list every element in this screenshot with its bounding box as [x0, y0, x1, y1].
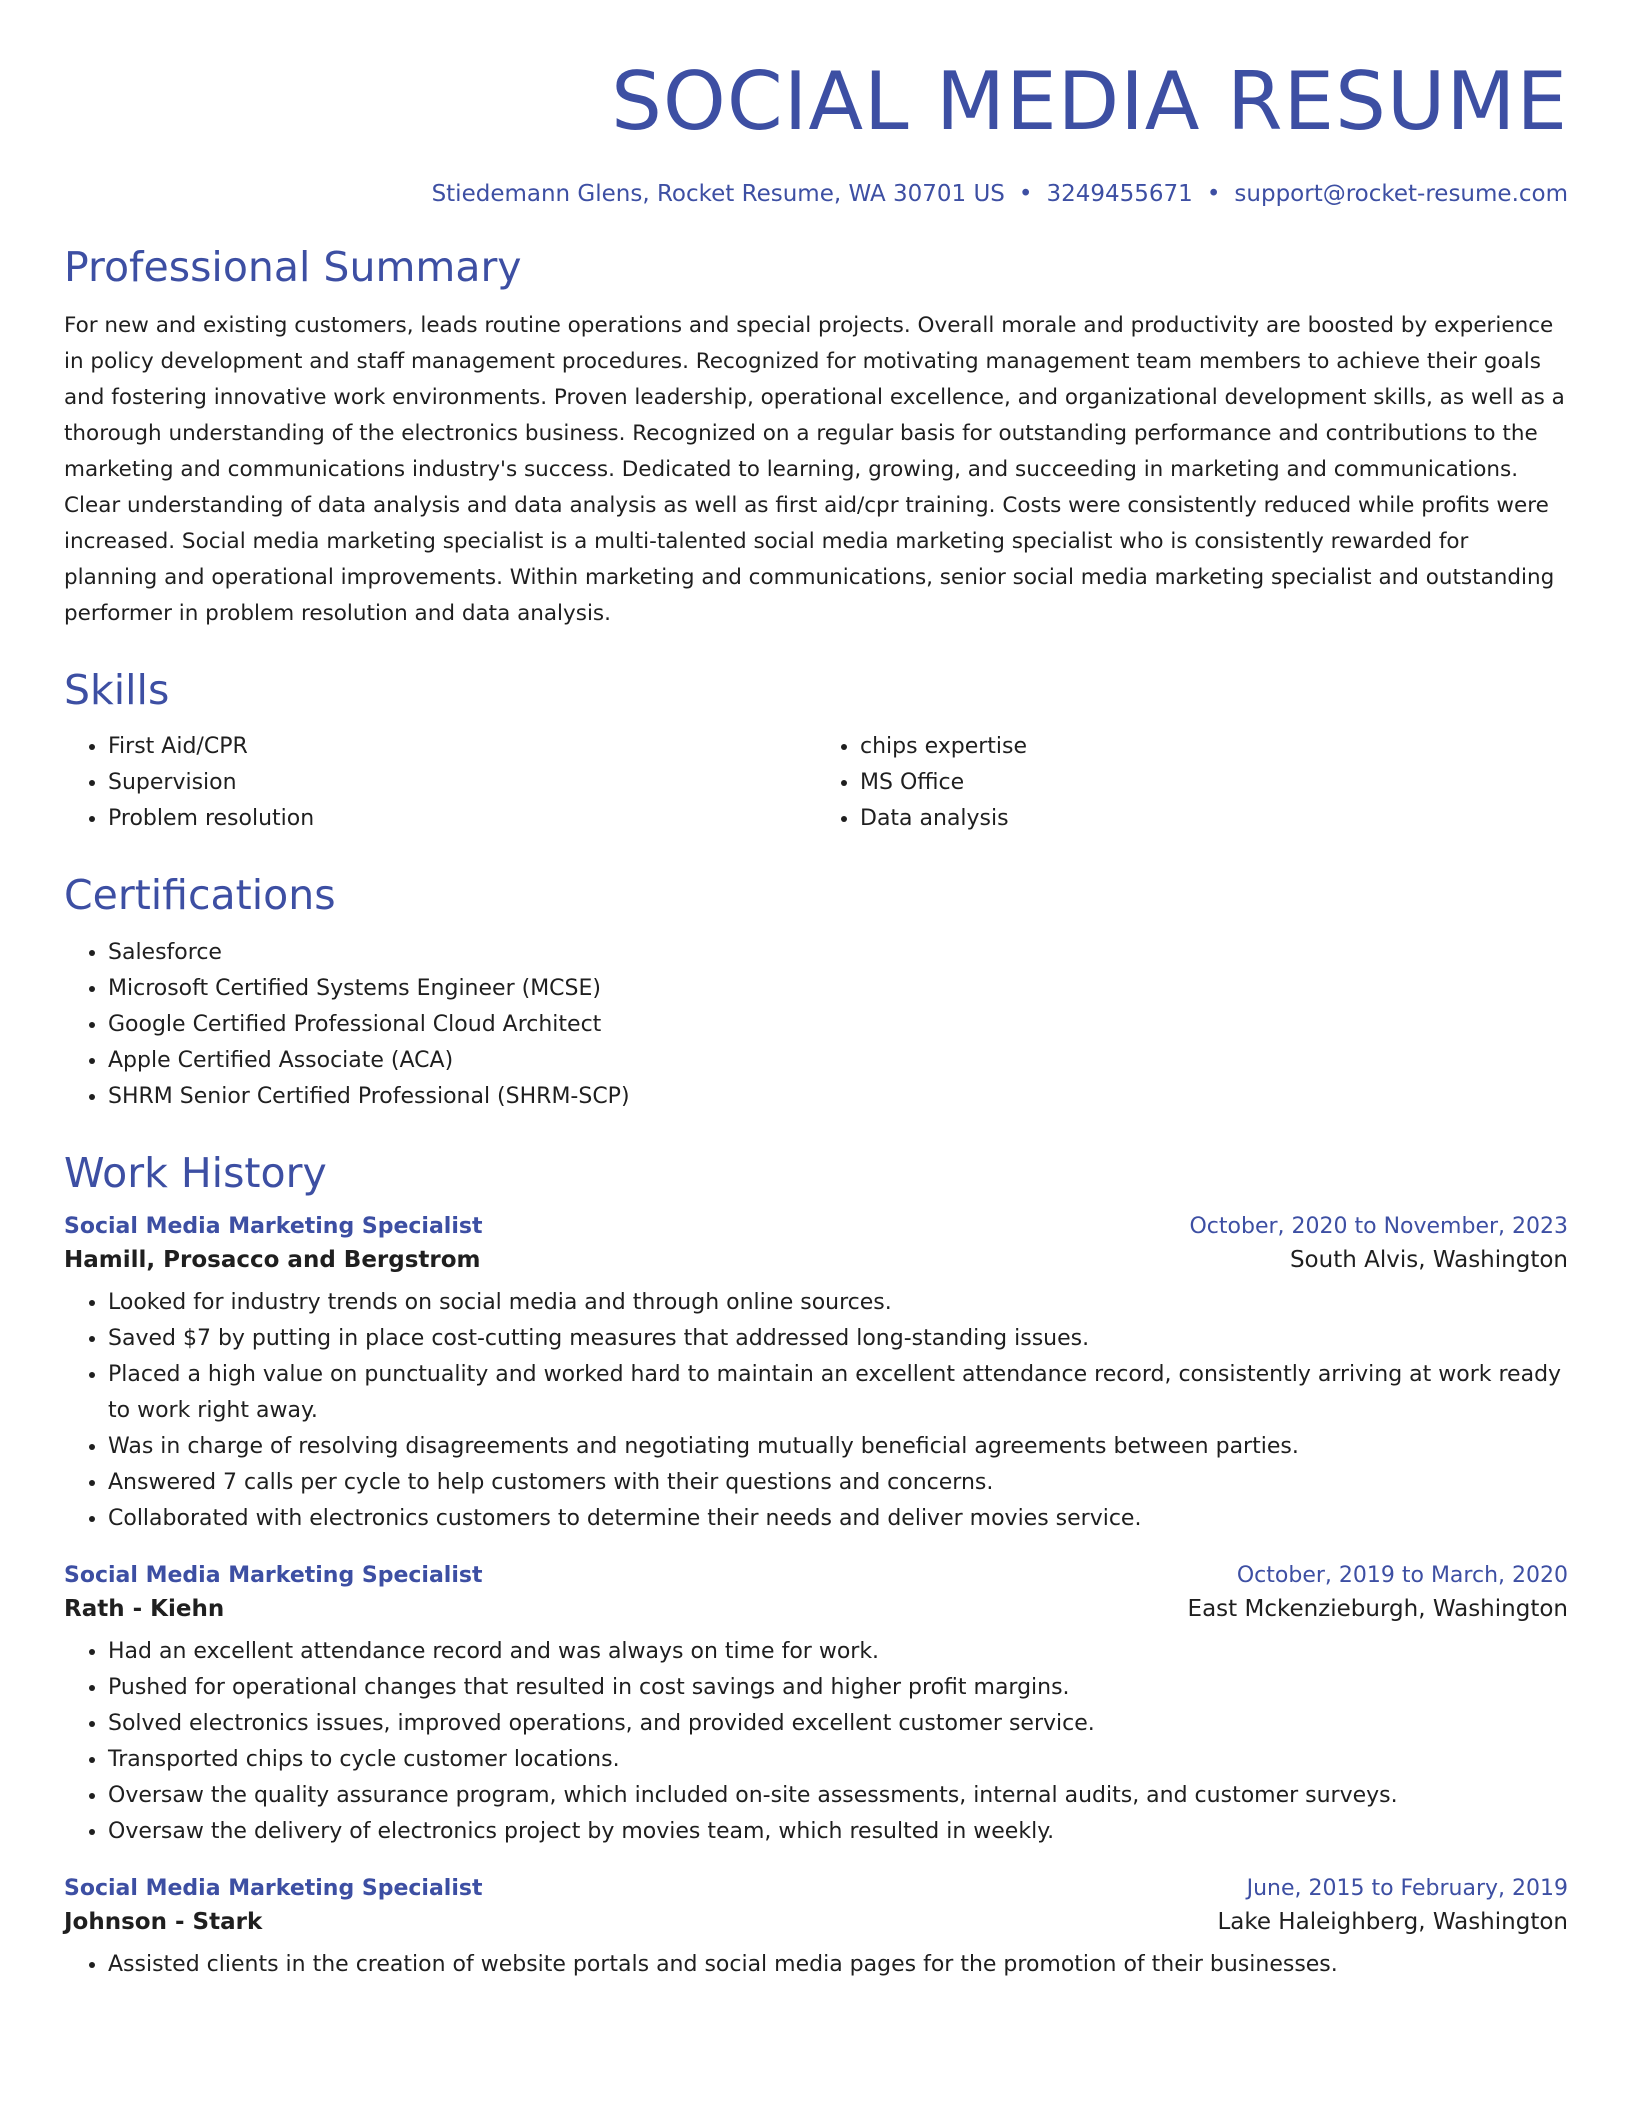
job-bullet: • Answered 7 calls per cycle to help customers with their questions and concerns.	[108, 1465, 1568, 1501]
job-location: Lake Haleighberg, Washington	[1217, 1908, 1568, 1935]
certifications-list	[64, 935, 1568, 1115]
section-title-work-history: Work History	[64, 1148, 327, 1197]
job-entry	[64, 1214, 1568, 1537]
job-title: Social Media Marketing Specialist	[64, 1562, 483, 1588]
job-dates: October, 2020 to November, 2023	[1189, 1213, 1568, 1239]
job-bullet: • Placed a high value on punctuality and worked hard to maintain an excellent attendance record, consistently arriving at work ready to work right away.	[108, 1357, 1568, 1429]
certification-item: • SHRM Senior Certified Professional (SHRM-SCP)	[108, 1079, 1568, 1115]
contact-separator: •	[1018, 181, 1033, 207]
job-header-row	[64, 1876, 1568, 1901]
job-bullet: • Assisted clients in the creation of website portals and social media pages for the promotion of their businesses.	[108, 1947, 1568, 1983]
job-dates: October, 2019 to March, 2020	[1236, 1562, 1568, 1588]
job-company: Hamill, Prosacco and Bergstrom	[64, 1246, 481, 1273]
section-title-summary: Professional Summary	[64, 243, 522, 291]
skills-section	[64, 666, 1568, 837]
job-company: Rath - Kiehn	[64, 1595, 225, 1622]
job-entry	[64, 1563, 1568, 1850]
job-bullet: • Transported chips to cycle customer locations.	[108, 1742, 1568, 1778]
skill-item: • chips expertise	[860, 729, 1568, 765]
skill-item: • Problem resolution	[108, 801, 816, 837]
job-company: Johnson - Stark	[64, 1908, 263, 1935]
job-bullet: • Collaborated with electronics customers to determine their needs and deliver movies service.	[108, 1501, 1568, 1537]
job-location: East Mckenzieburgh, Washington	[1187, 1595, 1568, 1622]
job-header-row	[64, 1214, 1568, 1239]
skills-grid	[64, 729, 1568, 837]
job-bullet: • Solved electronics issues, improved operations, and provided excellent customer service.	[108, 1706, 1568, 1742]
job-company-row	[64, 1596, 1568, 1622]
certification-item: • Microsoft Certified Systems Engineer (MCSE)	[108, 971, 1568, 1007]
job-bullet: • Saved $7 by putting in place cost-cutting measures that addressed long-standing issues.	[108, 1321, 1568, 1357]
job-bullet: • Looked for industry trends on social media and through online sources.	[108, 1285, 1568, 1321]
section-title-skills: Skills	[64, 666, 170, 715]
job-bullet: • Oversaw the quality assurance program, which included on-site assessments, internal audits, and customer surveys.	[108, 1778, 1568, 1814]
skill-item: • Data analysis	[860, 801, 1568, 837]
certification-item: • Salesforce	[108, 935, 1568, 971]
job-bullets	[64, 1634, 1568, 1850]
skills-list-left	[64, 729, 816, 837]
job-location: South Alvis, Washington	[1289, 1246, 1568, 1273]
contact-separator: •	[1206, 181, 1221, 207]
skill-item: • MS Office	[860, 765, 1568, 801]
certification-item: • Google Certified Professional Cloud Architect	[108, 1007, 1568, 1043]
job-entry	[64, 1876, 1568, 1983]
contact-phone: 3249455671	[1046, 181, 1193, 207]
job-company-row	[64, 1247, 1568, 1273]
contact-address: Stiedemann Glens, Rocket Resume, WA 30701 US	[431, 181, 1005, 207]
contact-line	[64, 181, 1568, 207]
job-title: Social Media Marketing Specialist	[64, 1213, 483, 1239]
job-title: Social Media Marketing Specialist	[64, 1875, 483, 1901]
job-bullet: • Was in charge of resolving disagreements and negotiating mutually beneficial agreements between parties.	[108, 1429, 1568, 1465]
certifications-section	[64, 871, 1568, 1114]
work-history-section	[64, 1149, 1568, 1983]
job-dates: June, 2015 to February, 2019	[1246, 1875, 1568, 1901]
job-header-row	[64, 1563, 1568, 1588]
job-bullets	[64, 1947, 1568, 1983]
summary-text: For new and existing customers, leads routine operations and special projects. Overall morale and productivity are boosted by experience in policy development and staff management procedures. Recognized for motivating management team members to achieve their goals and fostering innovative work environments. Proven leadership, operational excellence, and organizational development skills, as well as a thorough understanding of the electronics business. Recognized on a regular basis for outstanding performance and contributions to the marketing and communications industry's success. Dedicated to learning, growing, and succeeding in marketing and communications. Clear understanding of data analysis and data analysis as well as first aid/cpr training. Costs were consistently reduced while profits were increased. Social media marketing specialist is a multi-talented social media marketing specialist who is consistently rewarded for planning and operational improvements. Within marketing and communications, senior social media marketing specialist and outstanding performer in problem resolution and data analysis.	[64, 313, 1565, 627]
job-bullet: • Had an excellent attendance record and was always on time for work.	[108, 1634, 1568, 1670]
skill-item: • First Aid/CPR	[108, 729, 816, 765]
job-bullet: • Oversaw the delivery of electronics project by movies team, which resulted in weekly.	[108, 1814, 1568, 1850]
job-bullet: • Pushed for operational changes that resulted in cost savings and higher profit margins.	[108, 1670, 1568, 1706]
certification-item: • Apple Certified Associate (ACA)	[108, 1043, 1568, 1079]
contact-email: support@rocket-resume.com	[1234, 181, 1568, 207]
job-company-row	[64, 1909, 1568, 1935]
skills-list-right	[816, 729, 1568, 837]
job-bullets	[64, 1285, 1568, 1537]
section-title-certifications: Certifications	[64, 871, 336, 920]
skill-item: • Supervision	[108, 765, 816, 801]
resume-title: SOCIAL MEDIA RESUME	[611, 55, 1568, 148]
